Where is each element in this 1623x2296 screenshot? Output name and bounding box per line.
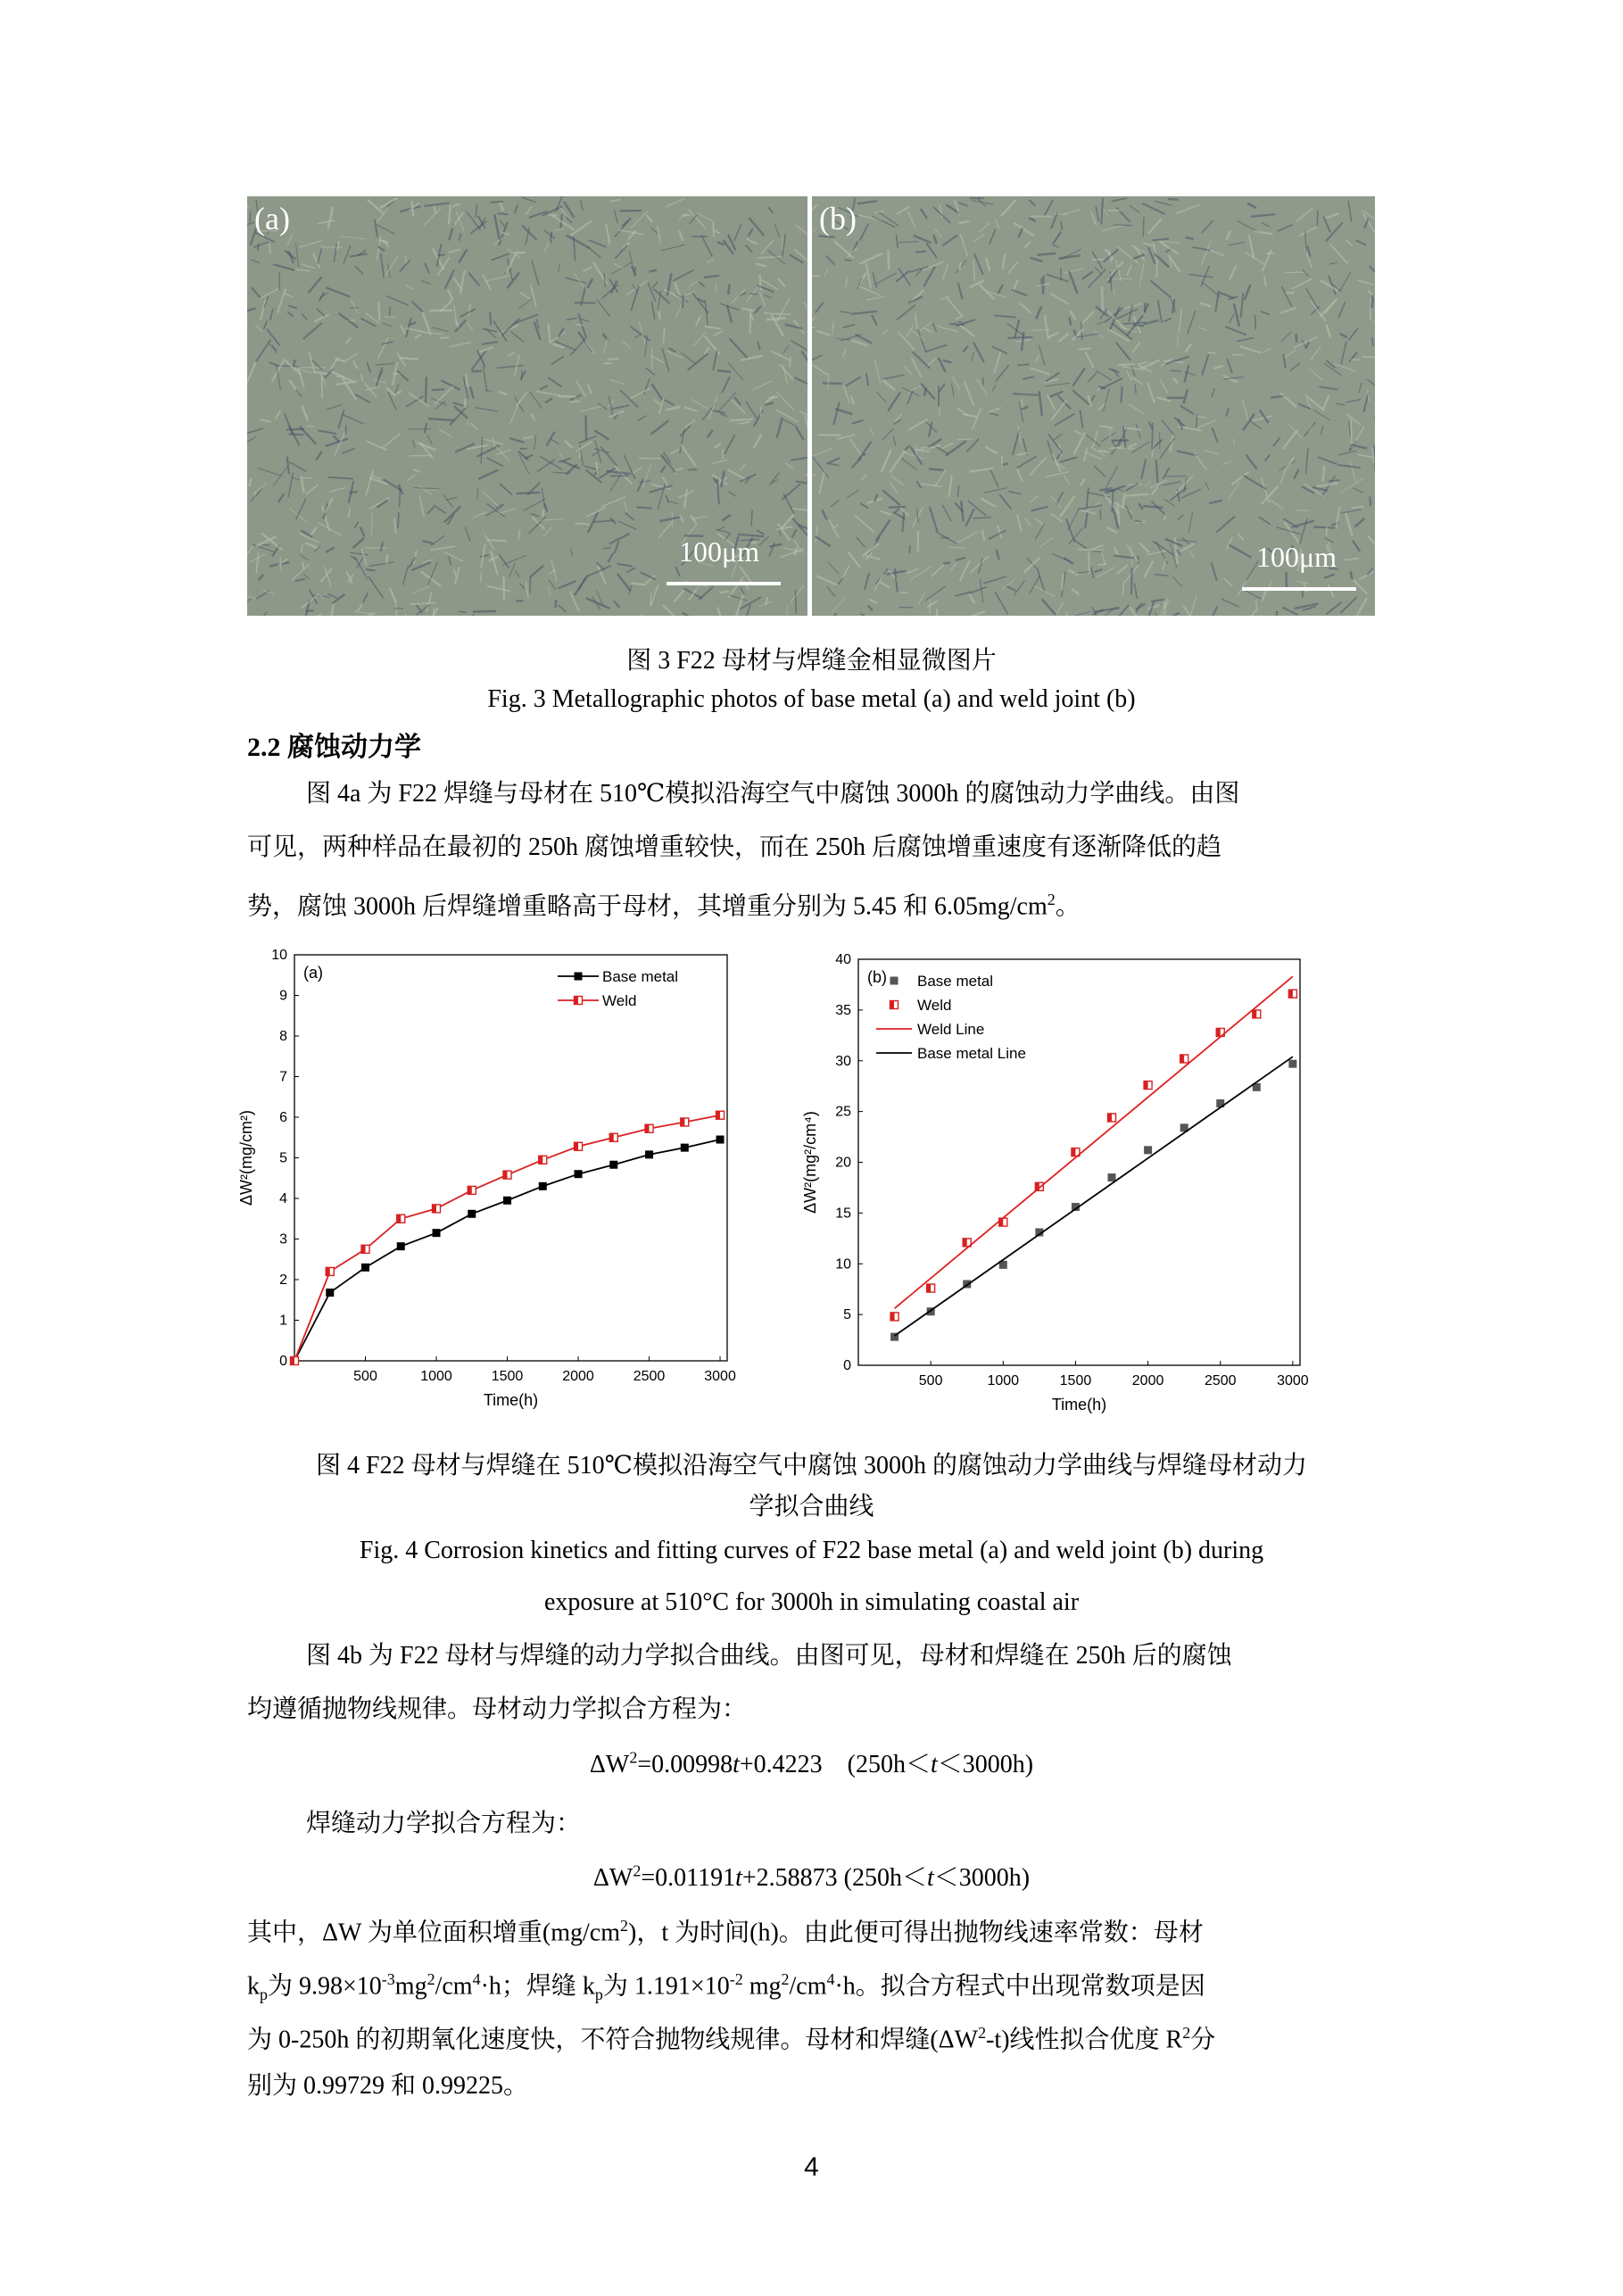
figure4-caption-cn-2: 学拟合曲线 <box>749 1493 874 1521</box>
eq1-const: +0.4223 (250h＜ <box>739 1751 932 1778</box>
weld-point <box>645 1124 653 1132</box>
para1-line3-sup: 2 <box>1047 891 1056 908</box>
legend-label-base-metal: Base metal <box>602 968 679 985</box>
x-tick-label: 1000 <box>987 1373 1020 1388</box>
eq2-sup: 2 <box>633 1861 642 1880</box>
para3-l2-e: ·h；焊缝 k <box>480 1972 595 2001</box>
weld-point <box>575 1142 583 1150</box>
x-tick-label: 500 <box>918 1373 943 1388</box>
y-tick-label: 35 <box>835 1002 851 1018</box>
micrograph-weld-joint <box>812 196 1375 616</box>
chart-b <box>803 941 1383 1428</box>
base-metal-point <box>645 1150 653 1158</box>
y-tick-label: 2 <box>279 1272 287 1288</box>
base-metal-point <box>539 1182 547 1190</box>
legend-label-weld-line: Weld Line <box>917 1021 985 1038</box>
base-metal-point <box>503 1197 511 1205</box>
eq1-sup: 2 <box>629 1748 638 1767</box>
x-tick-label: 3000 <box>704 1369 736 1384</box>
y-tick-label: 10 <box>271 948 287 963</box>
y-tick-label: 15 <box>835 1206 851 1222</box>
legend-label-base-metal-line: Base metal Line <box>917 1045 1026 1062</box>
eq2-lhs: ΔW <box>592 1864 633 1892</box>
para3-l1-b: )，t 为时间(h)。由此便可得出抛物线速率常数：母材 <box>628 1919 1204 1947</box>
legend-marker-weld <box>890 1001 898 1009</box>
y-tick-label: 9 <box>279 988 287 1004</box>
y-tick-label: 3 <box>279 1231 287 1247</box>
para1-line3-end: 。 <box>1055 892 1081 921</box>
eq2-t: t <box>735 1864 742 1892</box>
x-tick-label: 500 <box>353 1369 377 1384</box>
para2-line1: 图 4b 为 F22 母材与焊缝的动力学拟合曲线。由图可见，母材和焊缝在 250h 后的腐蚀 <box>306 1642 1232 1670</box>
y-tick-label: 5 <box>843 1307 851 1323</box>
para3-l2-a: k <box>247 1972 260 2001</box>
plot-frame <box>294 955 727 1361</box>
y-tick-label: 6 <box>279 1110 287 1125</box>
base-metal-point <box>1288 1060 1296 1068</box>
para1-line1: 图 4a 为 F22 焊缝与母材在 510℃模拟沿海空气中腐蚀 3000h 的腐蚀动力学曲线。由图 <box>306 780 1240 808</box>
para3-l2-sup2: 2 <box>426 1970 435 1988</box>
eq2-range: ＜3000h) <box>933 1864 1031 1892</box>
equation-base-metal <box>0 1745 1623 1780</box>
para1-line3-text: 势，腐蚀 3000h 后焊缝增重略高于母材，其增重分别为 5.45 和 6.05mg/cm <box>247 892 1047 921</box>
figure3-caption-cn: 图 3 F22 母材与焊缝金相显微图片 <box>626 647 997 675</box>
legend-label-weld: Weld <box>602 992 637 1009</box>
scale-label-a: 100μm <box>679 535 760 568</box>
chart-a <box>232 941 812 1428</box>
x-axis-label: Time(h) <box>483 1391 539 1409</box>
y-tick-label: 7 <box>279 1069 287 1085</box>
weld-point <box>361 1245 369 1253</box>
para3-l2-sup6: 4 <box>826 1970 835 1988</box>
weld-point <box>326 1267 334 1275</box>
eq2-coef: =0.01191 <box>641 1864 736 1892</box>
para3-l2-c: mg <box>394 1972 427 2001</box>
base-metal-line-line <box>895 1057 1293 1336</box>
para3-line1 <box>247 1899 1204 1960</box>
para3-line3 <box>247 2006 1215 2067</box>
legend-marker-base-metal <box>575 973 583 981</box>
x-tick-label: 1500 <box>491 1369 524 1384</box>
page-number: 4 <box>804 2152 819 2182</box>
base-metal-point <box>716 1136 725 1144</box>
chart-b-svg <box>803 941 1383 1428</box>
eq1-lhs: ΔW <box>589 1751 630 1778</box>
x-tick-label: 2500 <box>633 1369 666 1384</box>
para3-line4: 别为 0.99729 和 0.99225。 <box>247 2072 529 2100</box>
para3-l1-a: 其中，ΔW 为单位面积增重(mg/cm <box>247 1919 621 1947</box>
para3-l3-a: 为 0-250h 的初期氧化速度快，不符合抛物线规律。母材和焊缝(ΔW <box>247 2026 979 2054</box>
para3-l2-sup5: 2 <box>781 1970 790 1988</box>
weld-point <box>1253 1010 1261 1018</box>
para3-l2-sub2: p <box>594 1985 603 2003</box>
eq1-coef: =0.00998 <box>637 1751 733 1778</box>
y-tick-label: 20 <box>835 1155 851 1171</box>
weld-point <box>291 1357 299 1365</box>
para3-l2-f: 为 1.191×10 <box>602 1972 730 2001</box>
figure4-caption-en-2: exposure at 510°C for 3000h in simulating coastal air <box>543 1588 1080 1616</box>
panel-label: (b) <box>867 968 887 986</box>
para3-l3-b: -t)线性拟合优度 R <box>986 2026 1183 2054</box>
x-tick-label: 2000 <box>562 1369 594 1384</box>
para3-l2-sup4: -2 <box>729 1970 743 1988</box>
base-metal-point <box>326 1289 334 1297</box>
y-tick-label: 8 <box>279 1029 287 1044</box>
micrograph-base-metal <box>247 196 807 616</box>
legend-marker-weld <box>575 997 583 1005</box>
para2-line3: 焊缝动力学拟合方程为： <box>306 1810 582 1837</box>
y-tick-label: 25 <box>835 1104 851 1120</box>
eq1-t2: t <box>931 1751 938 1778</box>
scale-label-b: 100μm <box>1256 541 1337 573</box>
legend-label-weld: Weld <box>917 997 952 1014</box>
section-heading: 2.2 腐蚀动力学 <box>247 733 421 762</box>
base-metal-point <box>397 1242 405 1250</box>
weld-point <box>1108 1114 1116 1122</box>
para3-l2-i: ·h。拟合方程式中出现常数项是因 <box>834 1972 1205 2001</box>
weld-point <box>609 1133 617 1141</box>
x-tick-label: 1000 <box>420 1369 452 1384</box>
weld-point <box>539 1156 547 1164</box>
para3-l1-sup: 2 <box>620 1917 629 1935</box>
weld-point <box>397 1214 405 1223</box>
x-axis-label: Time(h) <box>1051 1396 1107 1413</box>
figure4-caption-cn-1: 图 4 F22 母材与焊缝在 510℃模拟沿海空气中腐蚀 3000h 的腐蚀动力学曲线与焊缝母材动力 <box>316 1452 1307 1480</box>
panel-label-b: (b) <box>819 201 857 236</box>
y-tick-label: 0 <box>843 1358 851 1373</box>
base-metal-point <box>575 1170 583 1178</box>
para3-l2-sub: p <box>260 1985 268 2003</box>
x-tick-label: 1500 <box>1059 1373 1092 1388</box>
weld-point <box>681 1118 689 1126</box>
para3-l3-sup: 2 <box>978 2024 987 2042</box>
y-tick-label: 4 <box>279 1191 287 1206</box>
para1-line2: 可见，两种样品在最初的 250h 腐蚀增重较快，而在 250h 后腐蚀增重速度有逐渐降低的趋 <box>247 833 1222 861</box>
base-metal-point <box>1144 1146 1152 1154</box>
base-metal-point <box>681 1144 689 1152</box>
eq2-const: +2.58873 (250h＜ <box>741 1864 927 1892</box>
legend-label-base-metal: Base metal <box>917 973 994 990</box>
weld-point <box>468 1186 476 1194</box>
weld-line <box>294 1115 720 1361</box>
panel-label: (a) <box>303 964 323 982</box>
y-tick-label: 30 <box>835 1053 851 1069</box>
weld-point <box>503 1171 511 1179</box>
y-axis-label: ΔW²(mg²/cm⁴) <box>803 1111 819 1214</box>
figure3-caption-en: Fig. 3 Metallographic photos of base metal (a) and weld joint (b) <box>487 685 1136 713</box>
para3-l2-g: mg <box>742 1972 782 2001</box>
base-metal-point <box>433 1229 441 1237</box>
figure4-caption-en-1: Fig. 4 Corrosion kinetics and fitting curves of F22 base metal (a) and weld joint (b) during <box>359 1537 1264 1564</box>
weld-point <box>927 1284 935 1292</box>
weld-point <box>1144 1082 1152 1090</box>
y-axis-label: ΔW²(mg/cm²) <box>237 1110 255 1206</box>
eq2-t2: t <box>927 1864 934 1892</box>
para2-line2: 均遵循抛物线规律。母材动力学拟合方程为： <box>247 1695 748 1723</box>
para3-l3-c: 分 <box>1190 2026 1216 2054</box>
x-tick-label: 2000 <box>1131 1373 1164 1388</box>
y-tick-label: 1 <box>279 1313 287 1329</box>
para3-l2-d: /cm <box>435 1972 473 2001</box>
para3-l2-h: /cm <box>789 1972 827 2001</box>
equation-weld <box>0 1858 1623 1894</box>
legend-marker-base-metal <box>890 977 898 985</box>
base-metal-point <box>361 1264 369 1272</box>
eq1-t: t <box>733 1751 740 1778</box>
x-tick-label: 3000 <box>1277 1373 1309 1388</box>
weld-point <box>1288 990 1296 998</box>
base-metal-point <box>609 1161 617 1169</box>
weld-point <box>716 1111 725 1119</box>
para3-l2-sup1: -3 <box>381 1970 395 1988</box>
para3-l2-sup3: 4 <box>472 1970 481 1988</box>
para3-l2-b: 为 9.98×10 <box>268 1972 382 2001</box>
weld-point <box>1180 1055 1188 1063</box>
base-metal-point <box>468 1210 476 1218</box>
para1-line3 <box>247 873 1081 933</box>
panel-label-a: (a) <box>254 201 290 236</box>
y-tick-label: 5 <box>279 1150 287 1166</box>
chart-a-svg <box>232 941 812 1428</box>
scale-bar-a <box>667 582 781 585</box>
para3-l3-sup2: 2 <box>1182 2024 1191 2042</box>
weld-point <box>433 1205 441 1213</box>
eq1-range: ＜3000h) <box>937 1751 1034 1778</box>
y-tick-label: 0 <box>279 1354 287 1369</box>
weld-point <box>890 1313 898 1321</box>
base-metal-point <box>1108 1173 1116 1181</box>
scale-bar-b <box>1242 587 1356 591</box>
y-tick-label: 40 <box>835 952 851 967</box>
y-tick-label: 10 <box>835 1256 851 1272</box>
x-tick-label: 2500 <box>1204 1373 1237 1388</box>
